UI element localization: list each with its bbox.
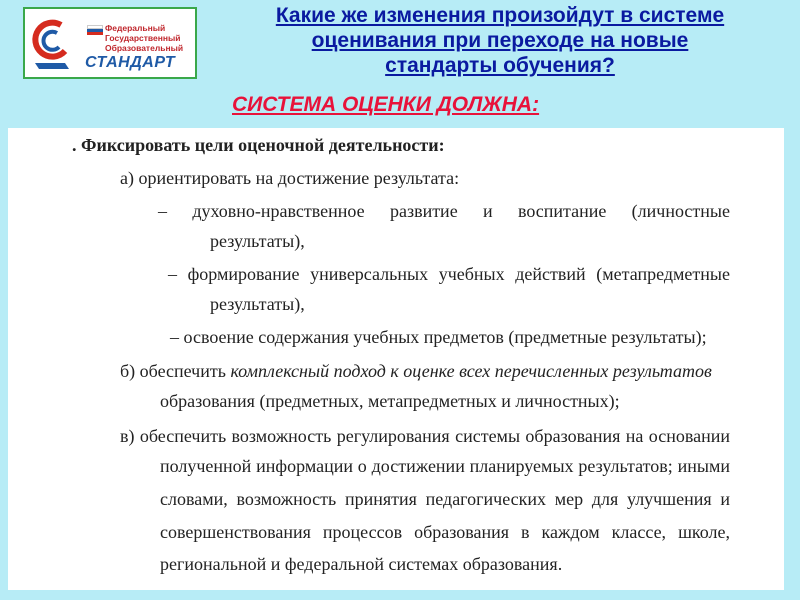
doc-item-b-prefix: б) обеспечить <box>120 361 231 381</box>
russian-flag-icon <box>87 25 103 34</box>
document-scan <box>8 128 784 590</box>
standard-emblem-icon <box>31 17 75 71</box>
doc-item-a2-cont: результаты), <box>210 294 305 314</box>
heading-line-3: стандарты обучения? <box>385 54 615 77</box>
doc-item-a2: – формирование универсальных учебных действий (метапредметные <box>168 264 730 284</box>
doc-item-b-cont: образования (предметных, метапредметных и личностных); <box>160 391 620 411</box>
doc-item-b-italic: комплексный подход к оценке всех перечисленных результатов <box>230 361 712 381</box>
logo-line-2: Государственный <box>105 33 181 43</box>
doc-item-c-line-2: полученной информации о достижении планируемых результатов; иными <box>160 456 730 476</box>
logo-wordmark: СТАНДАРТ <box>85 54 176 71</box>
heading-line-2: оценивания при переходе на новые <box>311 29 689 52</box>
doc-title: . Фиксировать цели оценочной деятельности: <box>72 135 445 155</box>
doc-item-a3: – освоение содержания учебных предметов (предметные результаты); <box>170 327 707 347</box>
slide-subheading: СИСТЕМА ОЦЕНКИ ДОЛЖНА: <box>232 93 540 116</box>
doc-item-c-line-4: совершенствования процессов образования в каждом классе, школе, <box>160 522 730 542</box>
doc-item-c-line-3: словами, возможность принятия педагогических мер для улучшения и <box>160 489 730 509</box>
logo-line-1: Федеральный <box>105 23 166 33</box>
doc-item-c-line-1: в) обеспечить возможность регулирования системы образования на основании <box>120 426 730 446</box>
doc-item-a1: – духовно-нравственное развитие и воспитание (личностные <box>158 201 730 221</box>
standard-logo <box>23 7 197 79</box>
slide-heading <box>220 3 780 78</box>
doc-item-a: а) ориентировать на достижение результата: <box>120 168 460 188</box>
doc-item-c-line-5: региональной и федеральной системах образования. <box>160 554 563 574</box>
doc-item-a1-cont: результаты), <box>210 231 305 251</box>
heading-line-1: Какие же изменения произойдут в системе <box>275 4 725 27</box>
logo-line-3: Образовательный <box>105 43 184 53</box>
doc-item-b <box>120 361 732 382</box>
